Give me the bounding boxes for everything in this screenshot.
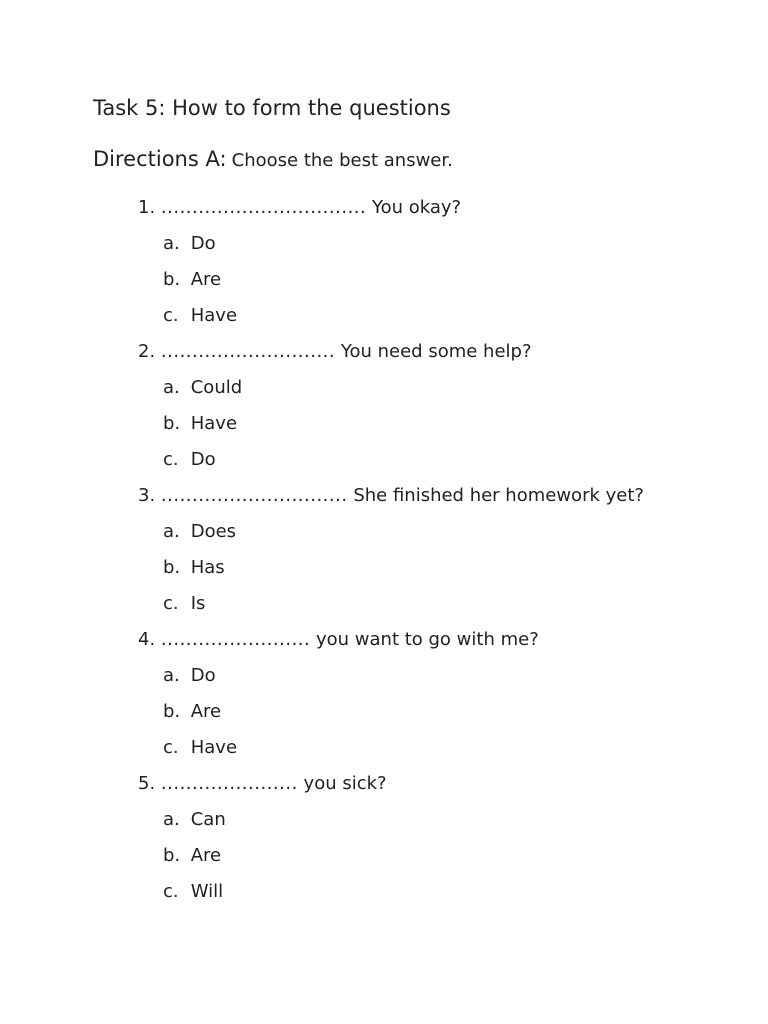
question-text: You okay? <box>371 197 462 218</box>
question-list <box>138 193 644 913</box>
question-stem <box>138 337 644 373</box>
option-b[interactable] <box>163 265 644 301</box>
answer-blank: ................................. <box>160 197 367 218</box>
question-text: You need some help? <box>340 341 532 362</box>
option-letter: c. <box>163 593 179 614</box>
option-letter: c. <box>163 449 179 470</box>
answer-blank: ...................... <box>160 773 298 794</box>
question-2 <box>138 337 644 481</box>
option-letter: a. <box>163 521 180 542</box>
option-b[interactable] <box>163 409 644 445</box>
question-stem <box>138 769 644 805</box>
option-a[interactable] <box>163 517 644 553</box>
option-text: Have <box>190 305 238 326</box>
question-number: 3. <box>138 485 156 506</box>
option-text: Do <box>190 449 216 470</box>
question-number: 5. <box>138 773 156 794</box>
option-text: Has <box>190 557 225 578</box>
option-letter: a. <box>163 809 180 830</box>
option-letter: b. <box>163 557 181 578</box>
option-text: Is <box>190 593 206 614</box>
option-c[interactable] <box>163 877 644 913</box>
directions-text: Choose the best answer. <box>231 150 453 171</box>
answer-blank: .............................. <box>160 485 348 506</box>
question-3 <box>138 481 644 625</box>
option-a[interactable] <box>163 661 644 697</box>
option-letter: b. <box>163 269 181 290</box>
option-c[interactable] <box>163 733 644 769</box>
option-a[interactable] <box>163 805 644 841</box>
option-text: Are <box>190 269 222 290</box>
option-letter: c. <box>163 881 179 902</box>
question-text: She finished her homework yet? <box>353 485 644 506</box>
option-b[interactable] <box>163 841 644 877</box>
option-list <box>138 229 644 337</box>
question-number: 2. <box>138 341 156 362</box>
option-letter: b. <box>163 845 181 866</box>
option-list <box>138 373 644 481</box>
question-stem <box>138 481 644 517</box>
option-text: Are <box>190 701 222 722</box>
page-title: Task 5: How to form the questions <box>93 96 451 120</box>
option-letter: c. <box>163 737 179 758</box>
option-text: Can <box>190 809 226 830</box>
directions-label: Directions A: <box>93 147 227 171</box>
option-text: Are <box>190 845 222 866</box>
option-c[interactable] <box>163 445 644 481</box>
option-c[interactable] <box>163 589 644 625</box>
option-a[interactable] <box>163 229 644 265</box>
question-stem <box>138 193 644 229</box>
question-stem <box>138 625 644 661</box>
option-c[interactable] <box>163 301 644 337</box>
option-text: Have <box>190 413 238 434</box>
option-letter: a. <box>163 233 180 254</box>
option-list <box>138 805 644 913</box>
option-b[interactable] <box>163 553 644 589</box>
answer-blank: ............................ <box>160 341 336 362</box>
option-list <box>138 517 644 625</box>
option-a[interactable] <box>163 373 644 409</box>
option-list <box>138 661 644 769</box>
option-letter: c. <box>163 305 179 326</box>
question-4 <box>138 625 644 769</box>
question-5 <box>138 769 644 913</box>
option-letter: a. <box>163 665 180 686</box>
option-letter: b. <box>163 701 181 722</box>
question-text: you want to go with me? <box>315 629 539 650</box>
option-text: Will <box>190 881 224 902</box>
option-letter: b. <box>163 413 181 434</box>
question-text: you sick? <box>303 773 387 794</box>
option-letter: a. <box>163 377 180 398</box>
option-text: Do <box>190 665 216 686</box>
answer-blank: ........................ <box>160 629 311 650</box>
option-text: Does <box>190 521 237 542</box>
question-number: 4. <box>138 629 156 650</box>
question-1 <box>138 193 644 337</box>
directions <box>93 145 453 175</box>
question-number: 1. <box>138 197 156 218</box>
option-text: Do <box>190 233 216 254</box>
option-b[interactable] <box>163 697 644 733</box>
option-text: Could <box>190 377 243 398</box>
option-text: Have <box>190 737 238 758</box>
